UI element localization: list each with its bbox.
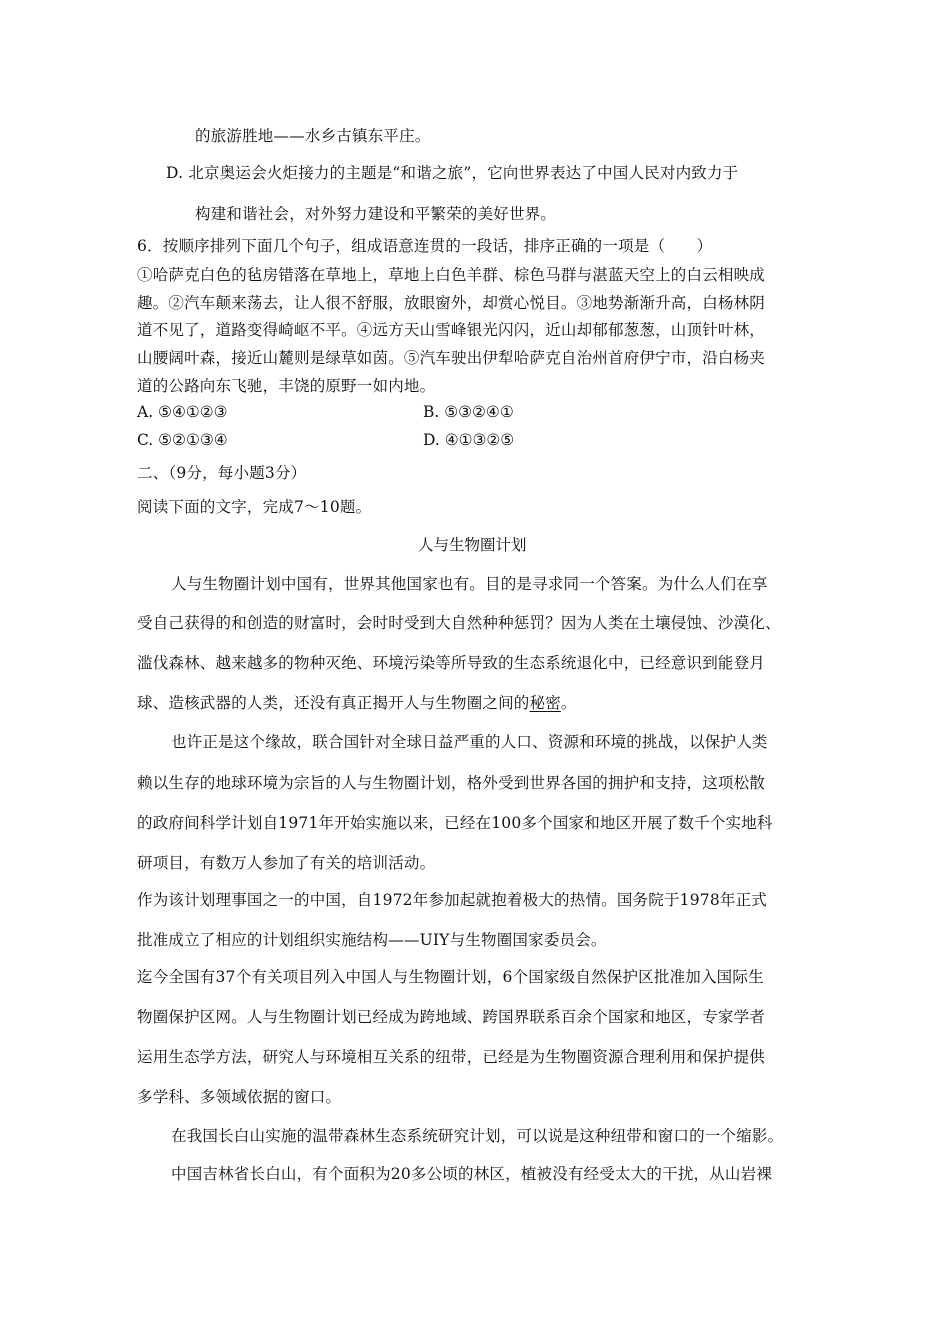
option-d-line2: 构建和谐社会，对外努力建设和平繁荣的美好世界。 [195, 205, 557, 223]
paragraph-line: 人与生物圈计划中国有，世界其他国家也有。目的是寻求同一个答案。为什么人们在享 [171, 575, 768, 593]
paragraph-line: 也许正是这个缘故，联合国针对全球日益严重的人口、资源和环境的挑战，以保护人类 [171, 733, 768, 751]
question-6-body-line: 道不见了，道路变得崎岖不平。④远方天山雪峰银光闪闪，近山却郁郁葱葱，山顶针叶林， [137, 321, 766, 339]
article-title: 人与生物圈计划 [418, 536, 527, 554]
option-d-line1: D. 北京奥运会火炬接力的主题是“和谐之旅”，它向世界表达了中国人民对内致力于 [166, 164, 739, 182]
underlined-word: 秘密 [529, 694, 561, 712]
question-6-body-line: 山腰阔叶森，接近山麓则是绿草如茵。⑤汽车驶出伊犁哈萨克自治州首府伊宁市，沿白杨夹 [137, 349, 766, 367]
option-d: D. ④①③②⑤ [423, 431, 515, 449]
paragraph-line [137, 693, 577, 713]
paragraph-line: 的政府间科学计划自1971年开始实施以来，已经在100多个国家和地区开展了数千个实地科 [137, 814, 773, 832]
paragraph-text: 球、造核武器的人类，还没有真正揭开人与生物圈之间的 [137, 694, 530, 712]
paragraph-line: 中国吉林省长白山，有个面积为20多公顷的林区，植被没有经受太大的干扰，从山岩裸 [171, 1165, 773, 1183]
paragraph-line: 多学科、多领域依据的窗口。 [137, 1088, 342, 1106]
section-heading: 二、（9分，每小题3分） [137, 464, 307, 482]
paragraph-line: 受自己获得的和创造的财富时，会时时受到大自然种种惩罚？因为人类在土壤侵蚀、沙漠化、 [137, 614, 781, 632]
question-6-stem: 6．按顺序排列下面几个句子，组成语意连贯的一段话，排序正确的一项是（ ） [137, 237, 713, 255]
question-6-body-line: 趣。②汽车颠来荡去，让人很不舒服，放眼窗外，却赏心悦目。③地势渐渐升高，白杨林阴 [137, 294, 766, 312]
paragraph-line: 迄今全国有37个有关项目列入中国人与生物圈计划，6个国家级自然保护区批准加入国际生 [137, 968, 764, 986]
paragraph-line: 在我国长白山实施的温带森林生态系统研究计划，可以说是这种纽带和窗口的一个缩影。 [171, 1127, 784, 1145]
paragraph-line: 运用生态学方法，研究人与环境相互关系的纽带，已经是为生物圈资源合理利用和保护提供 [137, 1048, 766, 1066]
paragraph-line: 作为该计划理事国之一的中国，自1972年参加起就抱着极大的热情。国务院于1978年正式 [137, 891, 767, 909]
reading-instruction: 阅读下面的文字，完成7～10题。 [137, 498, 372, 516]
paragraph-line: 批准成立了相应的计划组织实施结构——UIY与生物圈国家委员会。 [137, 931, 607, 949]
option-c-continuation: 的旅游胜地——水乡古镇东平庄。 [195, 127, 431, 145]
option-b: B. ⑤③②④① [423, 403, 514, 421]
question-6-body-line: ①哈萨克白色的毡房错落在草地上，草地上白色羊群、棕色马群与湛蓝天空上的白云相映成 [137, 266, 766, 284]
option-c: C. ⑤②①③④ [137, 431, 228, 449]
option-a: A. ⑤④①②③ [137, 403, 228, 421]
paragraph-line: 滥伐森林、越来越多的物种灭绝、环境污染等所导致的生态系统退化中，已经意识到能登月 [137, 654, 766, 672]
paragraph-line: 赖以生存的地球环境为宗旨的人与生物圈计划，格外受到世界各国的拥护和支持，这项松散 [137, 774, 766, 792]
paragraph-text: 。 [560, 694, 577, 712]
question-6-body-line: 道的公路向东飞驰，丰饶的原野一如内地。 [137, 377, 436, 395]
paragraph-line: 研项目，有数万人参加了有关的培训活动。 [137, 854, 436, 872]
paragraph-line: 物圈保护区网。人与生物圈计划已经成为跨地域、跨国界联系百余个国家和地区，专家学者 [137, 1008, 766, 1026]
